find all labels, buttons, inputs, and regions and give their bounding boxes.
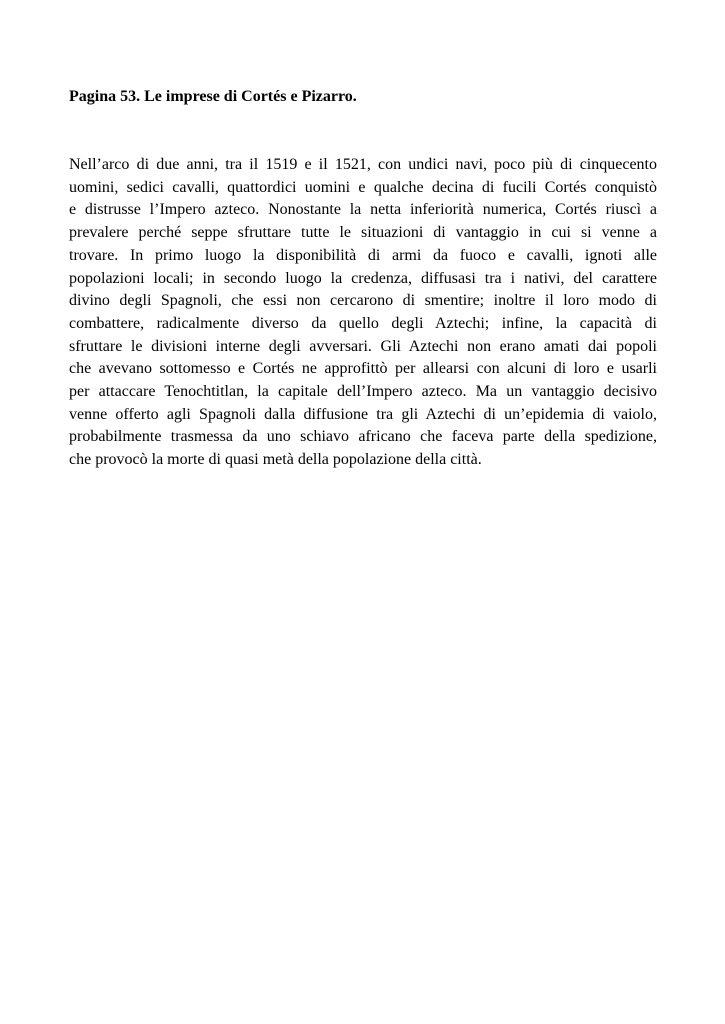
paragraph-line: prevalere perché seppe sfruttare tutte le situazioni di vantaggio in cui si venne a <box>69 224 657 242</box>
paragraph-line: per attaccare Tenochtitlan, la capitale dell’Impero azteco. Ma un vantaggio decisivo <box>69 383 657 401</box>
paragraph-line: uomini, sedici cavalli, quattordici uomini e qualche decina di fucili Cortés conquistò <box>69 178 657 196</box>
paragraph-line: che avevano sottomesso e Cortés ne approfittò per allearsi con alcuni di loro e usarli <box>69 360 657 378</box>
paragraph-line: divino degli Spagnoli, che essi non cercarono di smentire; inoltre il loro modo di <box>69 292 657 310</box>
paragraph-line: combattere, radicalmente diverso da quello degli Aztechi; infine, la capacità di <box>69 314 657 332</box>
paragraph-line: venne offerto agli Spagnoli dalla diffusione tra gli Aztechi di un’epidemia di vaiolo, <box>69 405 657 423</box>
page-heading: Pagina 53. Le imprese di Cortés e Pizarro. <box>69 88 357 105</box>
paragraph-line: Nell’arco di due anni, tra il 1519 e il 1521, con undici navi, poco più di cinquecento <box>69 156 657 173</box>
paragraph-line: probabilmente trasmessa da uno schiavo africano che faceva parte della spedizione, <box>69 428 657 446</box>
paragraph-line: che provocò la morte di quasi metà della popolazione della città. <box>69 451 482 469</box>
paragraph-line: trovare. In primo luogo la disponibilità di armi da fuoco e cavalli, ignoti alle <box>69 246 657 264</box>
paragraph-line: sfruttare le divisioni interne degli avversari. Gli Aztechi non erano amati dai popoli <box>69 337 657 355</box>
body-paragraph <box>69 154 657 472</box>
paragraph-line: popolazioni locali; in secondo luogo la credenza, diffusasi tra i nativi, del carattere <box>69 269 657 287</box>
paragraph-line: e distrusse l’Impero azteco. Nonostante la netta inferiorità numerica, Cortés riuscì a <box>69 201 657 219</box>
